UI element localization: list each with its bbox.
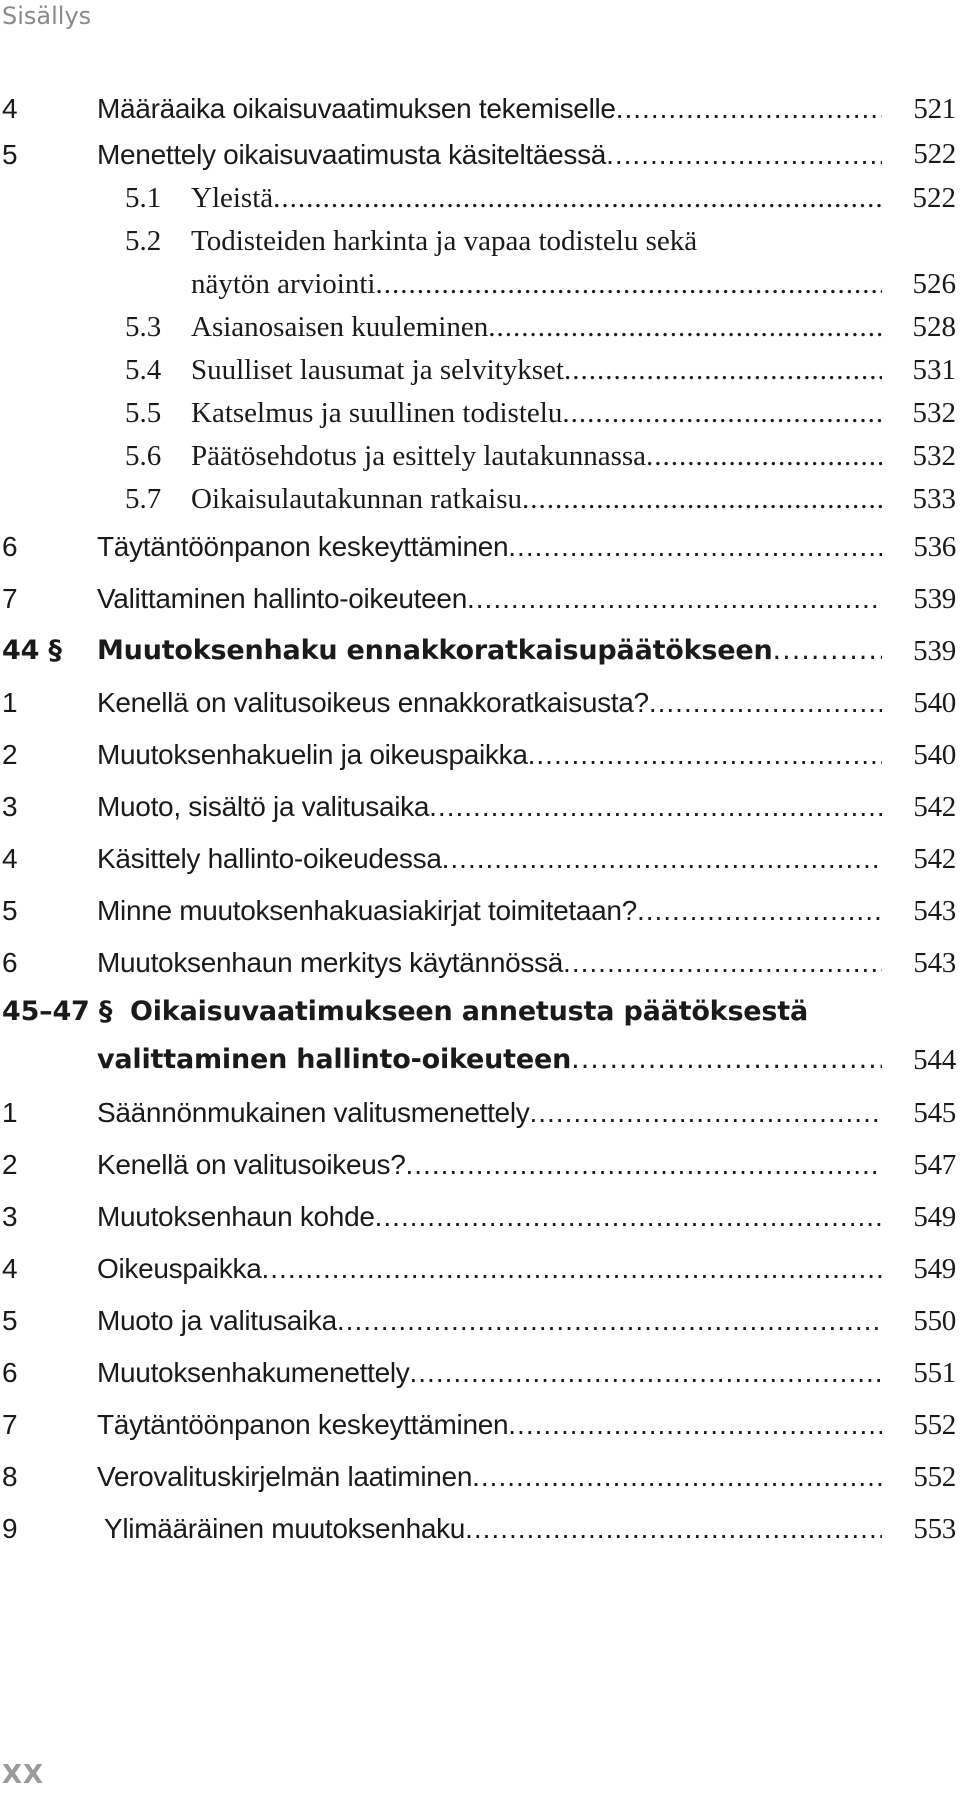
- toc-entry-page: 526: [912, 268, 956, 300]
- toc-entry-page: 547: [913, 1149, 956, 1181]
- toc-subentry[interactable]: [0, 392, 960, 435]
- toc-entry-page: 521: [913, 93, 956, 125]
- toc-entry-number: 4: [2, 93, 18, 124]
- toc-entry-title: Katselmus ja suullinen todistelu: [191, 397, 563, 429]
- dot-leader: [646, 435, 882, 478]
- toc-entry-page: 543: [913, 895, 956, 927]
- dot-leader: [429, 781, 882, 833]
- toc-entry-page: 549: [913, 1253, 956, 1285]
- toc-entry-page: 551: [913, 1357, 956, 1389]
- toc-entry-number: 5: [2, 139, 18, 170]
- toc-entry-page: 542: [913, 843, 956, 875]
- toc-entry-page: 549: [913, 1201, 956, 1233]
- dot-leader: [508, 1399, 882, 1451]
- toc-entry-page: 528: [912, 311, 956, 343]
- dot-leader: [522, 478, 882, 521]
- toc-entry-title: Päätösehdotus ja esittely lautakunnassa: [191, 440, 647, 472]
- toc-entry-title: näytön arviointi: [191, 268, 376, 300]
- toc-entry-number: 5.6: [125, 440, 162, 472]
- toc-entry-title: Asianosaisen kuuleminen: [191, 311, 489, 343]
- dot-leader: [649, 677, 882, 729]
- toc-section-number: 45–47 §: [2, 996, 113, 1027]
- toc-entry-title: Muutoksenhaun merkitys käytännössä: [97, 947, 564, 978]
- toc-entry-page: 544: [913, 1044, 956, 1076]
- toc-entry-page: 540: [913, 687, 956, 719]
- toc-subentry[interactable]: [0, 478, 960, 521]
- dot-leader: [467, 573, 882, 625]
- toc-entry[interactable]: [0, 1243, 960, 1295]
- toc-subentry[interactable]: [0, 177, 960, 220]
- running-head: Sisällys: [2, 2, 92, 30]
- dot-leader: [465, 1503, 882, 1555]
- dot-leader: [375, 1191, 882, 1243]
- toc-entry-number: 5.3: [125, 311, 162, 343]
- dot-leader: [442, 833, 882, 885]
- toc-entry[interactable]: [0, 729, 960, 781]
- toc-entry-number: 5.1: [125, 182, 162, 214]
- dot-leader: [273, 177, 882, 220]
- dot-leader: [562, 392, 882, 435]
- toc-entry-title: Täytäntöönpanon keskeyttäminen: [97, 1409, 509, 1440]
- dot-leader: [529, 1087, 882, 1139]
- toc-entry-page: 539: [913, 635, 956, 667]
- toc-entry-title: Menettely oikaisuvaatimusta käsiteltäessä: [97, 139, 607, 170]
- toc-entry-page: 540: [913, 739, 956, 771]
- dot-leader: [528, 729, 882, 781]
- toc-entry[interactable]: [0, 1451, 960, 1503]
- toc-entry-title: Kenellä on valitusoikeus ennakkoratkaisusta?: [97, 687, 649, 718]
- dot-leader: [563, 937, 882, 989]
- toc-entry-title: Määräaika oikaisuvaatimuksen tekemiselle: [97, 93, 616, 124]
- toc-entry-number: 2: [2, 1149, 18, 1180]
- toc-entry[interactable]: [0, 1399, 960, 1451]
- toc-entry-page: 550: [913, 1305, 956, 1337]
- toc-entry-number: 8: [2, 1461, 18, 1492]
- toc-entry-title: Oikaisulautakunnan ratkaisu: [191, 483, 522, 515]
- toc-subentry[interactable]: [0, 435, 960, 478]
- toc-entry-page: 542: [913, 791, 956, 823]
- toc-entry-number: 4: [2, 843, 18, 874]
- toc-entry-page: 531: [912, 354, 956, 386]
- toc-entry-title: Muoto, sisältö ja valitusaika: [97, 791, 430, 822]
- toc-entry-page: 553: [913, 1513, 956, 1545]
- toc-entry-number: 3: [2, 1201, 18, 1232]
- toc-entry-number: 7: [2, 583, 18, 614]
- toc-entry-number: 3: [2, 791, 18, 822]
- toc-entry-title: Täytäntöönpanon keskeyttäminen: [97, 531, 509, 562]
- dot-leader: [488, 306, 882, 349]
- dot-leader: [409, 1347, 882, 1399]
- toc-entry-number: 7: [2, 1409, 18, 1440]
- toc-section-title: Muutoksenhaku ennakkoratkaisupäätökseen: [97, 635, 773, 666]
- toc-entry-number: 5.2: [125, 225, 162, 257]
- toc-entry-number: 5.4: [125, 354, 162, 386]
- toc-entry-page: 522: [912, 182, 956, 214]
- toc-entry[interactable]: [0, 1503, 960, 1555]
- toc-entry[interactable]: [0, 521, 960, 573]
- toc-entry-number: 6: [2, 531, 18, 562]
- table-of-contents: [0, 86, 960, 1555]
- toc-entry[interactable]: [0, 885, 960, 937]
- dot-leader: [773, 625, 882, 677]
- toc-entry-page: 532: [912, 397, 956, 429]
- toc-section[interactable]: [0, 989, 960, 1087]
- dot-leader: [337, 1295, 882, 1347]
- toc-entry-page: 536: [913, 531, 956, 563]
- toc-entry[interactable]: [0, 132, 960, 177]
- toc-entry-title: Säännönmukainen valitusmenettely: [97, 1097, 530, 1128]
- toc-entry-title: Yleistä: [191, 182, 274, 214]
- toc-entry-number: 2: [2, 739, 18, 770]
- toc-entry-number: 5: [2, 1305, 18, 1336]
- toc-entry-number: 5.7: [125, 483, 162, 515]
- toc-entry-title: Muutoksenhakuelin ja oikeuspaikka: [97, 739, 528, 770]
- toc-section-title: valittaminen hallinto-oikeuteen: [97, 1044, 572, 1075]
- dot-leader: [571, 1035, 882, 1085]
- toc-entry-title: Valittaminen hallinto-oikeuteen: [97, 583, 467, 614]
- toc-entry[interactable]: [0, 833, 960, 885]
- toc-entry-title: Muoto ja valitusaika: [97, 1305, 337, 1336]
- toc-section-number: 44 §: [2, 635, 62, 666]
- toc-entry[interactable]: [0, 781, 960, 833]
- toc-entry-page: 545: [913, 1097, 956, 1129]
- dot-leader: [472, 1451, 882, 1503]
- toc-entry-title: Muutoksenhaun kohde: [97, 1201, 375, 1232]
- toc-entry-number: 1: [2, 1097, 18, 1128]
- toc-entry-title-line1: Todisteiden harkinta ja vapaa todistelu sekä: [191, 225, 698, 257]
- toc-entry-title: Oikeuspaikka: [97, 1253, 262, 1284]
- dot-leader: [606, 132, 882, 177]
- dot-leader: [508, 521, 882, 573]
- toc-entry-number: 5: [2, 895, 18, 926]
- toc-entry-page: 532: [912, 440, 956, 472]
- dot-leader: [375, 263, 882, 306]
- toc-entry-title: Ylimääräinen muutoksenhaku: [104, 1513, 466, 1544]
- toc-entry[interactable]: [0, 1087, 960, 1139]
- dot-leader: [616, 86, 882, 132]
- dot-leader: [637, 885, 882, 937]
- dot-leader: [261, 1243, 882, 1295]
- toc-entry-page: 552: [913, 1461, 956, 1493]
- toc-entry[interactable]: [0, 937, 960, 989]
- toc-section[interactable]: [0, 625, 960, 677]
- toc-entry-title: Muutoksenhakumenettely: [97, 1357, 410, 1388]
- toc-entry[interactable]: [0, 1191, 960, 1243]
- toc-entry[interactable]: [0, 677, 960, 729]
- toc-entry-page: 533: [912, 483, 956, 515]
- toc-entry-page: 552: [913, 1409, 956, 1441]
- toc-entry-number: 4: [2, 1253, 18, 1284]
- toc-subentry[interactable]: [0, 220, 960, 306]
- toc-entry[interactable]: [0, 1139, 960, 1191]
- dot-leader: [406, 1139, 883, 1191]
- toc-entry-page: 522: [913, 138, 956, 170]
- toc-entry[interactable]: [0, 86, 960, 132]
- page-number: XX: [2, 1760, 45, 1790]
- toc-entry-title: Verovalituskirjelmän laatiminen: [97, 1461, 473, 1492]
- dot-leader: [564, 349, 882, 392]
- toc-entry[interactable]: [0, 1347, 960, 1399]
- toc-entry[interactable]: [0, 573, 960, 625]
- toc-entry-page: 539: [913, 583, 956, 615]
- toc-entry-number: 6: [2, 1357, 18, 1388]
- toc-entry-number: 9: [2, 1513, 18, 1544]
- toc-section-title-line1: Oikaisuvaatimukseen annetusta päätöksestä: [130, 996, 809, 1027]
- toc-entry-page: 543: [913, 947, 956, 979]
- toc-entry-number: 6: [2, 947, 18, 978]
- toc-entry-title: Suulliset lausumat ja selvitykset: [191, 354, 564, 386]
- toc-subentry[interactable]: [0, 306, 960, 349]
- toc-entry-title: Kenellä on valitusoikeus?: [97, 1149, 406, 1180]
- toc-entry-title: Minne muutoksenhakuasiakirjat toimitetaan?: [97, 895, 637, 926]
- toc-subentry[interactable]: [0, 349, 960, 392]
- toc-entry-number: 1: [2, 687, 18, 718]
- toc-entry[interactable]: [0, 1295, 960, 1347]
- toc-entry-title: Käsittely hallinto-oikeudessa: [97, 843, 442, 874]
- toc-entry-number: 5.5: [125, 397, 162, 429]
